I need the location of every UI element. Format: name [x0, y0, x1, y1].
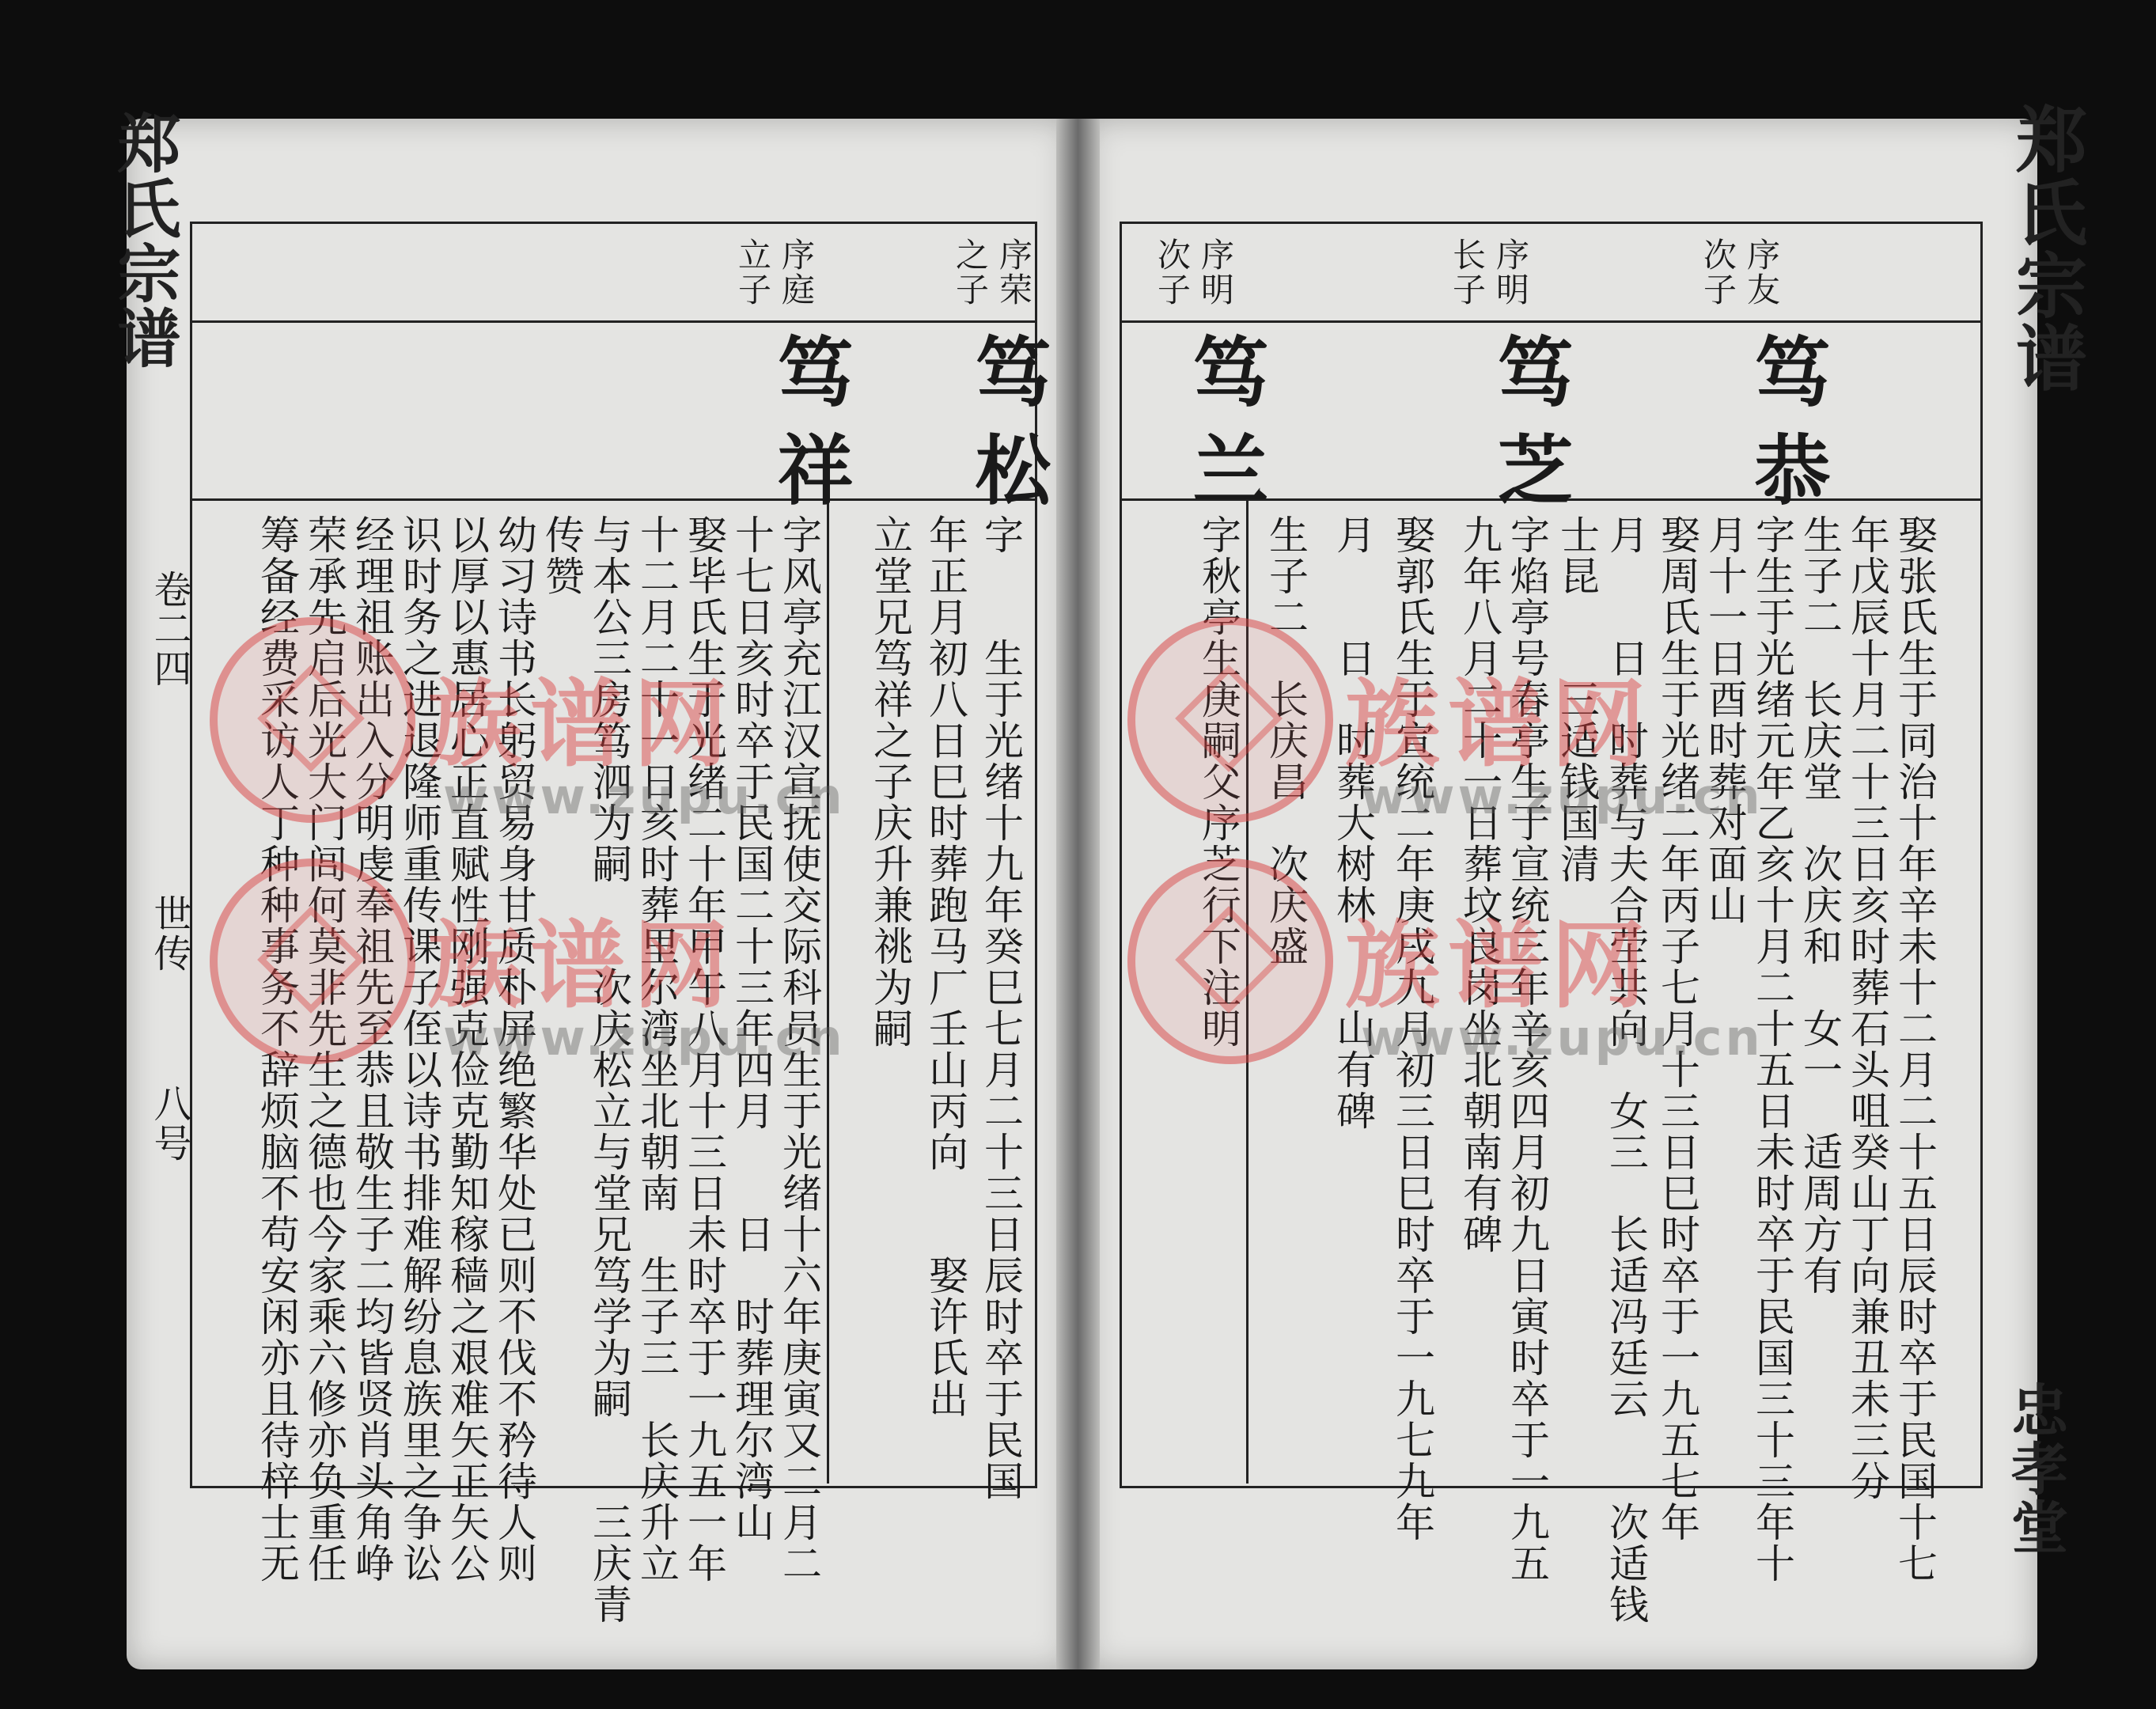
entry-text-column: 九年八月二十一日葬坟良岗坐北朝南有碑 [1457, 514, 1502, 1255]
entry-text-column: 十二月二十一日亥时葬里尔湾坐北朝南 生子三 长庆升立 [634, 514, 680, 1584]
entry-text-column: 以厚以惠居心正直赋性刚强克俭克勤知稼穑之艰难矢正矢公 [444, 514, 490, 1584]
entry-header-line: 序庭 [777, 237, 816, 307]
entry-text-column: 娶郭氏生于宣统二年庚戌九月初三日巳时卒于一九七九年 [1389, 514, 1435, 1543]
entry-text-column: 生子二 长庆昌 次庆盛 [1263, 514, 1309, 967]
watermark-url: www.zupu.cn [1361, 767, 1764, 825]
person-name: 笃恭 [1742, 332, 1832, 529]
entry-header-line: 序明 [1491, 237, 1530, 307]
entry-text-column: 立堂兄笃祥之子庆升兼祧为嗣 [867, 514, 913, 1049]
watermark-seal [1127, 617, 1333, 823]
watermark-text: 族谱网 [427, 670, 736, 780]
entry-text-column: 字焰亭号春亭生于宣统三年辛亥四月初九日寅时卒于一九五 [1504, 514, 1550, 1584]
entry-text-column: 字风亭充江汉宣抚使交际科员生于光绪十六年庚寅又二月二 [776, 514, 822, 1584]
entry-text-column: 字 生于光绪十九年癸巳七月二十三日辰时卒于民国 [978, 514, 1024, 1502]
entry-text-column: 士昆 三适钱国清 [1554, 514, 1600, 885]
watermark-text: 族谱网 [1345, 670, 1654, 780]
watermark-seal [210, 858, 415, 1064]
left-entry-divider [827, 498, 829, 1484]
watermark-url: www.zupu.cn [1361, 1009, 1764, 1067]
person-name: 笃兰 [1180, 332, 1270, 529]
entry-text-column: 筹备经费采访人丁种种事务不辞烦脑不苟安闲亦且待梓士无 [254, 514, 300, 1584]
entry-text-column: 月 日 时葬与夫合茔共向 女三 长适冯廷云 次适钱 [1603, 514, 1649, 1625]
entry-header-line: 次子 [1153, 237, 1192, 307]
entry-header-line: 序友 [1742, 237, 1781, 307]
entry-text-column: 字生于光绪元年乙亥十月二十五日未时卒于民国三十三年十 [1749, 514, 1795, 1584]
entry-header-line: 序明 [1196, 237, 1235, 307]
watermark-seal [1127, 858, 1333, 1064]
entry-text-column: 经理祖账出入分明虔奉祖先至恭且敬生子二均皆贤肖头角峥 [349, 514, 395, 1584]
entry-text-column: 生子二 长庆堂 次庆和 女一 适周方有 [1797, 514, 1843, 1296]
entry-text-column: 荣承先启后光大门闾何莫非先生之德也今家乘六修亦负重任 [301, 514, 347, 1584]
entry-header-line: 长子 [1448, 237, 1487, 307]
hall-name: 忠孝堂 [2002, 1381, 2069, 1556]
entry-text-column: 年戊辰十月二十三日亥时葬石头咀癸山丁向兼丑未三分 [1844, 514, 1890, 1502]
person-name: 笃松 [963, 332, 1052, 529]
person-name: 笃芝 [1485, 332, 1574, 529]
left-header-rule [190, 320, 1035, 323]
watermark-text: 族谱网 [427, 911, 736, 1021]
left-name-rule [190, 498, 1035, 501]
volume-label: 卷二四 [147, 570, 191, 688]
entry-header-line: 之子 [951, 237, 990, 307]
watermark-url: www.zupu.cn [443, 767, 846, 825]
entry-header-line: 序荣 [995, 237, 1033, 307]
section-label: 世传 [147, 894, 191, 973]
entry-text-column: 传赞 [539, 514, 585, 597]
entry-text-column: 十七日亥时卒于民国二十三年四月 日 时葬理尔湾山 [729, 514, 775, 1543]
entry-text-column: 娶毕氏生于光绪二十年甲午八月十三日未时卒于一九五一年 [681, 514, 727, 1584]
entry-text-column: 年正月初八日巳时葬跑马厂壬山丙向 娶许氏出 [923, 514, 968, 1419]
entry-text-column: 月 日 时葬大树林 山有碑 [1330, 514, 1376, 1131]
book-gutter [1056, 119, 1100, 1669]
watermark-text: 族谱网 [1345, 911, 1654, 1021]
entry-text-column: 月十一日酉时葬对面山 [1702, 514, 1748, 926]
book-title-right: 郑氏宗谱 [2003, 103, 2087, 394]
entry-text-column: 娶周氏生于光绪二年丙子七月十三日巳时卒于一九五七年 [1654, 514, 1700, 1543]
watermark-url: www.zupu.cn [443, 1009, 846, 1067]
entry-text-column: 娶张氏生于同治十年辛未十二月二十五日辰时卒于民国十七 [1892, 514, 1938, 1584]
entry-text-column: 识时务之进退隆师重传课子侄以诗书排难解纷息族里之争讼 [396, 514, 442, 1584]
number-label: 八号 [147, 1084, 191, 1163]
entry-text-column: 幼习诗书长躬贸易身甘质朴屏绝繁华处已则不伐不矜待人则 [491, 514, 537, 1584]
entry-text-column: 字秋亭生庚嗣父序芝行下注明 [1195, 514, 1241, 1049]
entry-text-column: 与本公三房笃泗为嗣 次庆松立与堂兄笃学为嗣 三庆青 [586, 514, 632, 1625]
entry-header-line: 立子 [733, 237, 772, 307]
watermark-seal [210, 617, 415, 823]
entry-header-line: 次子 [1699, 237, 1737, 307]
book-title-left: 郑氏宗谱 [107, 111, 181, 370]
person-name: 笃祥 [765, 332, 854, 529]
right-header-rule [1120, 320, 1980, 323]
